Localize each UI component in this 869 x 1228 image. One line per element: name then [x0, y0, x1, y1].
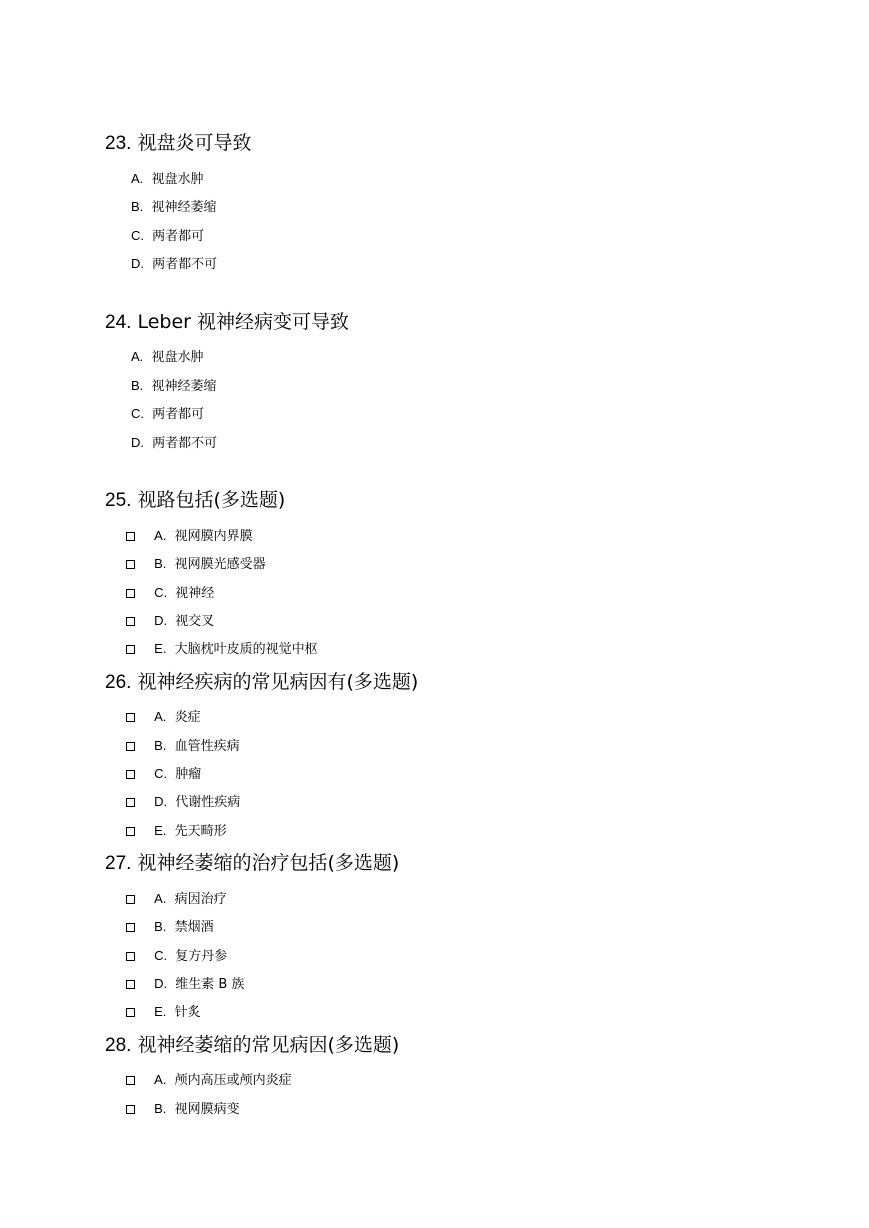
question-text: 视神经萎缩的治疗包括(多选题) — [137, 852, 400, 874]
option-item[interactable] — [126, 890, 227, 909]
option-item — [131, 348, 203, 367]
option-item — [131, 198, 216, 217]
option-letter: A. — [154, 1072, 167, 1087]
question-number: 25. — [105, 490, 132, 511]
option-text: 视网膜病变 — [174, 1102, 240, 1117]
option-text: 视盘水肿 — [151, 350, 204, 365]
option-item[interactable] — [126, 975, 244, 994]
option-letter: B. — [154, 738, 167, 753]
option-item — [131, 170, 203, 189]
option-letter: D. — [154, 794, 168, 809]
option-item[interactable] — [126, 918, 214, 937]
option-letter: E. — [154, 641, 167, 656]
option-text: 视交叉 — [175, 614, 215, 629]
checkbox[interactable] — [126, 1076, 135, 1085]
option-text: 视网膜内界膜 — [174, 529, 253, 544]
option-letter: C. — [154, 766, 168, 781]
checkbox[interactable] — [126, 713, 135, 722]
checkbox[interactable] — [126, 742, 135, 751]
question-number: 24. — [105, 312, 132, 333]
option-letter: B. — [154, 556, 167, 571]
checkbox[interactable] — [126, 827, 135, 836]
option-letter: D. — [154, 976, 168, 991]
option-item[interactable] — [126, 555, 266, 574]
option-item[interactable] — [126, 793, 240, 812]
checkbox[interactable] — [126, 1008, 135, 1017]
option-item[interactable] — [126, 708, 201, 727]
option-item[interactable] — [126, 737, 240, 756]
option-item — [131, 434, 217, 453]
question-number: 26. — [105, 672, 132, 693]
option-text: 病因治疗 — [174, 892, 227, 907]
question-text: 视路包括(多选题) — [137, 489, 286, 511]
option-letter: D. — [131, 435, 144, 450]
question-title — [105, 670, 418, 695]
checkbox[interactable] — [126, 798, 135, 807]
checkbox[interactable] — [126, 923, 135, 932]
option-text: 先天畸形 — [174, 824, 227, 839]
question-text: 视神经疾病的常见病因有(多选题) — [137, 671, 419, 693]
checkbox[interactable] — [126, 980, 135, 989]
question-text: 视神经萎缩的常见病因(多选题) — [137, 1034, 400, 1056]
option-item[interactable] — [126, 640, 318, 659]
option-text: 针炙 — [174, 1005, 201, 1020]
option-item[interactable] — [126, 527, 253, 546]
option-letter: D. — [131, 256, 144, 271]
option-text: 维生素 B 族 — [175, 977, 245, 992]
option-text: 视神经萎缩 — [151, 379, 217, 394]
question-title — [105, 488, 285, 513]
option-text: 视网膜光感受器 — [174, 557, 266, 572]
checkbox[interactable] — [126, 645, 135, 654]
option-item[interactable] — [126, 947, 227, 966]
question-number: 28. — [105, 1035, 132, 1056]
option-letter: E. — [154, 1004, 167, 1019]
question-text: 视盘炎可导致 — [137, 132, 252, 154]
option-letter: B. — [131, 199, 144, 214]
question-number: 27. — [105, 853, 132, 874]
option-text: 血管性疾病 — [174, 739, 240, 754]
option-text: 颅内高压或颅内炎症 — [174, 1073, 292, 1088]
option-letter: B. — [154, 919, 167, 934]
checkbox[interactable] — [126, 617, 135, 626]
question-text: Leber 视神经病变可导致 — [137, 311, 350, 333]
option-item[interactable] — [126, 822, 227, 841]
question-number: 23. — [105, 133, 132, 154]
question-title — [105, 310, 349, 335]
checkbox[interactable] — [126, 770, 135, 779]
option-text: 代谢性疾病 — [175, 795, 241, 810]
option-letter: D. — [154, 613, 168, 628]
option-text: 炎症 — [174, 710, 201, 725]
checkbox[interactable] — [126, 560, 135, 569]
option-item[interactable] — [126, 1071, 292, 1090]
option-item — [131, 377, 216, 396]
checkbox[interactable] — [126, 1105, 135, 1114]
option-text: 视神经萎缩 — [151, 200, 217, 215]
checkbox[interactable] — [126, 532, 135, 541]
option-item[interactable] — [126, 612, 214, 631]
option-item[interactable] — [126, 765, 201, 784]
option-text: 禁烟酒 — [174, 920, 214, 935]
checkbox[interactable] — [126, 895, 135, 904]
option-letter: C. — [131, 228, 144, 243]
option-letter: C. — [131, 406, 144, 421]
option-text: 两者都可 — [152, 229, 205, 244]
option-text: 两者都不可 — [152, 436, 218, 451]
question-title — [105, 131, 251, 156]
option-letter: A. — [154, 709, 167, 724]
option-text: 视盘水肿 — [151, 172, 204, 187]
option-text: 视神经 — [175, 586, 215, 601]
option-text: 大脑枕叶皮质的视觉中枢 — [174, 642, 318, 657]
option-text: 复方丹参 — [175, 949, 228, 964]
question-title — [105, 851, 399, 876]
option-letter: A. — [131, 171, 144, 186]
option-item — [131, 405, 204, 424]
option-item[interactable] — [126, 584, 214, 603]
option-text: 肿瘤 — [175, 767, 202, 782]
option-item[interactable] — [126, 1100, 240, 1119]
option-item[interactable] — [126, 1003, 201, 1022]
checkbox[interactable] — [126, 952, 135, 961]
option-letter: B. — [131, 378, 144, 393]
option-item — [131, 227, 204, 246]
option-letter: E. — [154, 823, 167, 838]
option-letter: A. — [154, 528, 167, 543]
option-letter: A. — [154, 891, 167, 906]
checkbox[interactable] — [126, 589, 135, 598]
option-item — [131, 255, 217, 274]
option-letter: A. — [131, 349, 144, 364]
option-text: 两者都不可 — [152, 257, 218, 272]
option-letter: B. — [154, 1101, 167, 1116]
option-letter: C. — [154, 948, 168, 963]
question-title — [105, 1033, 399, 1058]
option-letter: C. — [154, 585, 168, 600]
option-text: 两者都可 — [152, 407, 205, 422]
